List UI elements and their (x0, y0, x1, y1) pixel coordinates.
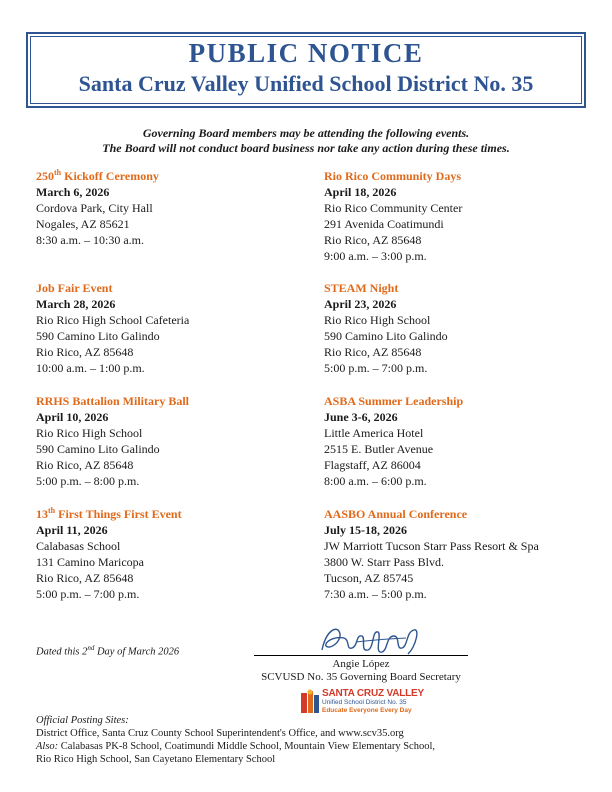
district-logo-icon (300, 689, 320, 715)
event-title: AASBO Annual Conference (324, 507, 468, 521)
event-detail-line: Rio Rico, AZ 85648 (324, 233, 422, 247)
event-detail-line: Calabasas School (36, 539, 121, 553)
event-date: April 10, 2026 (36, 410, 109, 424)
event-detail-line: 590 Camino Lito Galindo (324, 329, 448, 343)
event-detail-line: 5:00 p.m. – 7:00 p.m. (324, 361, 428, 375)
event-title: RRHS Battalion Military Ball (36, 394, 189, 408)
event-detail-line: 8:00 a.m. – 6:00 p.m. (324, 474, 427, 488)
event-detail-line: Rio Rico High School (36, 426, 143, 440)
logo-tagline: Educate Everyone Every Day (322, 707, 412, 714)
event-title: ASBA Summer Leadership (324, 394, 464, 408)
event-detail-line: 590 Camino Lito Galindo (36, 442, 160, 456)
intro-text (0, 126, 612, 156)
event-first-things-first (36, 506, 182, 602)
event-aasbo-conference (324, 506, 539, 602)
event-detail-line: Rio Rico, AZ 85648 (36, 571, 134, 585)
public-notice-banner (26, 32, 586, 108)
signatory-title: SCVUSD No. 35 Governing Board Secretary (261, 671, 461, 683)
event-job-fair (36, 280, 189, 376)
event-detail-line: 7:30 a.m. – 5:00 p.m. (324, 587, 427, 601)
event-detail-line: 10:00 a.m. – 1:00 p.m. (36, 361, 145, 375)
event-detail-line: Rio Rico High School Cafeteria (36, 313, 190, 327)
event-detail-line: 590 Camino Lito Galindo (36, 329, 160, 343)
district-name: Santa Cruz Valley Unified School District No. 35 (78, 71, 534, 96)
event-detail-line: Tucson, AZ 85745 (324, 571, 414, 585)
event-detail-line: 3800 W. Starr Pass Blvd. (324, 555, 445, 569)
dated-line: Dated this 2nd Day of March 2026 (36, 644, 180, 658)
posting-line-3: Rio Rico High School, San Cayetano Elementary School (36, 754, 276, 765)
event-detail-line: Rio Rico Community Center (324, 201, 463, 215)
event-detail-line: 5:00 p.m. – 8:00 p.m. (36, 474, 140, 488)
event-date: July 15-18, 2026 (324, 523, 408, 537)
signatory (254, 658, 468, 684)
event-detail-line: 131 Camino Maricopa (36, 555, 144, 569)
signature-image (316, 620, 426, 660)
event-detail-line: Little America Hotel (324, 426, 424, 440)
event-kickoff-ceremony (36, 168, 159, 248)
event-date: June 3-6, 2026 (324, 410, 398, 424)
posting-heading: Official Posting Sites: (36, 715, 129, 726)
event-military-ball (36, 393, 189, 489)
event-date: April 11, 2026 (36, 523, 108, 537)
event-title: Job Fair Event (36, 281, 113, 295)
event-detail-line: JW Marriott Tucson Starr Pass Resort & Spa (324, 539, 539, 553)
signatory-name: Angie López (332, 658, 390, 670)
logo-line-2: Unified School District No. 35 (322, 699, 407, 706)
event-detail-line: 9:00 a.m. – 3:00 p.m. (324, 249, 427, 263)
event-date: March 28, 2026 (36, 297, 116, 311)
event-date: April 23, 2026 (324, 297, 397, 311)
posting-sites (36, 714, 435, 766)
logo-line-1: SANTA CRUZ VALLEY (322, 688, 424, 699)
event-detail-line: Rio Rico High School (324, 313, 431, 327)
event-date: April 18, 2026 (324, 185, 397, 199)
event-title: 250th Kickoff Ceremony (36, 168, 159, 183)
event-detail-line: 2515 E. Butler Avenue (324, 442, 434, 456)
event-detail-line: 5:00 p.m. – 7:00 p.m. (36, 587, 140, 601)
event-community-days (324, 168, 462, 264)
intro-line-2: The Board will not conduct board business nor take any action during these times. (102, 141, 510, 155)
event-detail-line: 291 Avenida Coatimundi (324, 217, 444, 231)
signature-line (254, 655, 468, 656)
event-steam-night (324, 280, 448, 376)
event-asba-leadership (324, 393, 463, 489)
event-detail-line: Nogales, AZ 85621 (36, 217, 130, 231)
posting-line-2: Also: Calabasas PK-8 School, Coatimundi Middle School, Mountain View Elementary School, (36, 741, 436, 752)
event-title: 13th First Things First Event (36, 506, 182, 521)
event-title: STEAM Night (324, 281, 399, 295)
event-detail-line: 8:30 a.m. – 10:30 a.m. (36, 233, 144, 247)
notice-title: PUBLIC NOTICE (188, 38, 424, 68)
event-detail-line: Rio Rico, AZ 85648 (36, 345, 134, 359)
event-detail-line: Flagstaff, AZ 86004 (324, 458, 421, 472)
intro-line-1: Governing Board members may be attending the following events. (142, 126, 470, 140)
event-detail-line: Rio Rico, AZ 85648 (324, 345, 422, 359)
event-detail-line: Rio Rico, AZ 85648 (36, 458, 134, 472)
event-title: Rio Rico Community Days (324, 169, 461, 183)
posting-line-1: District Office, Santa Cruz County School Superintendent's Office, and www.scv35.org (36, 728, 404, 739)
event-date: March 6, 2026 (36, 185, 110, 199)
event-detail-line: Cordova Park, City Hall (36, 201, 153, 215)
